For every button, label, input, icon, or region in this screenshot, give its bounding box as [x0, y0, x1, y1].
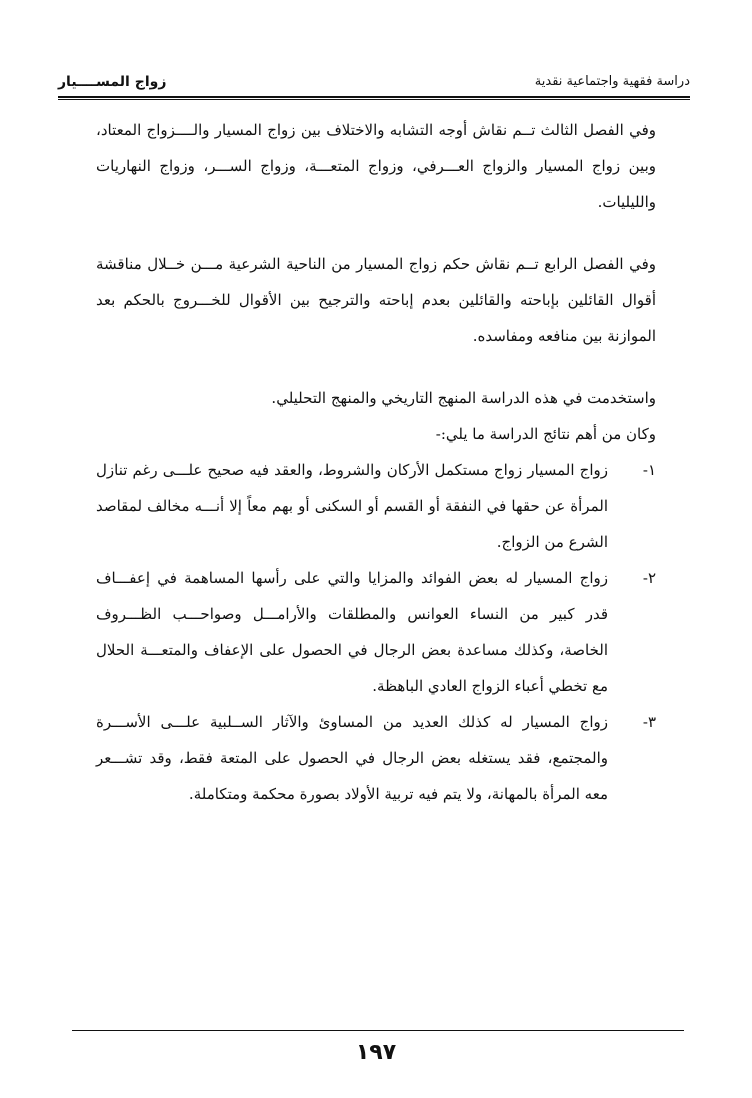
results-intro: وكان من أهم نتائج الدراسة ما يلي:- — [435, 425, 656, 443]
list-item-text: زواج المسيار له بعض الفوائد والمزايا والتي على رأسها المساهمة في إعفـــاف قدر كبير من النساء العوانس والمطلقات والأرامـــل وصواحـــب الظـــروف الخاصة، وكذلك مساعدة بعض الرجال في الحصول على الإعفاف والمتعـــة الحلال مع تخطي أعباء الزواج العادي الباهظة. — [96, 569, 608, 695]
list-item — [96, 704, 656, 812]
paragraph-chapter-three: وفي الفصل الثالث تــم نقاش أوجه التشابه والاختلاف بين زواج المسيار والــــزواج المعتاد، وبين زواج المسيار والزواج العـــرفي، وزواج المتعـــة، وزواج الســـر، وزواج النهاريات والليليات. — [96, 121, 656, 211]
header-rule-thin — [58, 99, 690, 100]
running-header — [58, 70, 690, 96]
footer-rule — [72, 1030, 684, 1031]
list-item-text: زواج المسيار زواج مستكمل الأركان والشروط، والعقد فيه صحيح علـــى رغم تنازل المرأة عن حقها في النفقة أو القسم أو السكنى أو بهم معاً إلا أنـــه مخالف لمقاصد الشرع من الزواج. — [96, 461, 608, 551]
page-number: ١٩٧ — [355, 1040, 397, 1065]
paragraph-gap — [96, 220, 656, 246]
header-rule — [58, 96, 690, 98]
page-body — [96, 112, 656, 812]
results-list — [96, 452, 656, 812]
header-subtitle: دراسة فقهية واجتماعية نقدية — [534, 74, 690, 89]
header-book-title: زواج المســــيار — [58, 74, 167, 90]
paragraph-methodology: واستخدمت في هذه الدراسة المنهج التاريخي والمنهج التحليلي. — [271, 389, 656, 407]
list-item-number: ٢- — [642, 569, 656, 587]
paragraph-gap — [96, 354, 656, 380]
list-item — [96, 452, 656, 560]
list-item-number: ٣- — [642, 713, 656, 731]
paragraph-chapter-four: وفي الفصل الرابع تــم نقاش حكم زواج المسيار من الناحية الشرعية مـــن خــلال مناقشة أقوال القائلين بإباحته والقائلين بعدم إباحته والترجيح بين الأقوال للخـــروج بالحكم بعد الموازنة بين منافعه ومفاسده. — [96, 255, 656, 345]
list-item — [96, 560, 656, 704]
list-item-text: زواج المسيار له كذلك العديد من المساوئ والآثار الســلبية علـــى الأســـرة والمجتمع، فقد يستغله بعض الرجال في الحصول على المتعة فقط، وقد تشـــعر معه المرأة بالمهانة، ولا يتم فيه تربية الأولاد بصورة محكمة ومتكاملة. — [96, 713, 608, 803]
list-item-number: ١- — [642, 461, 656, 479]
